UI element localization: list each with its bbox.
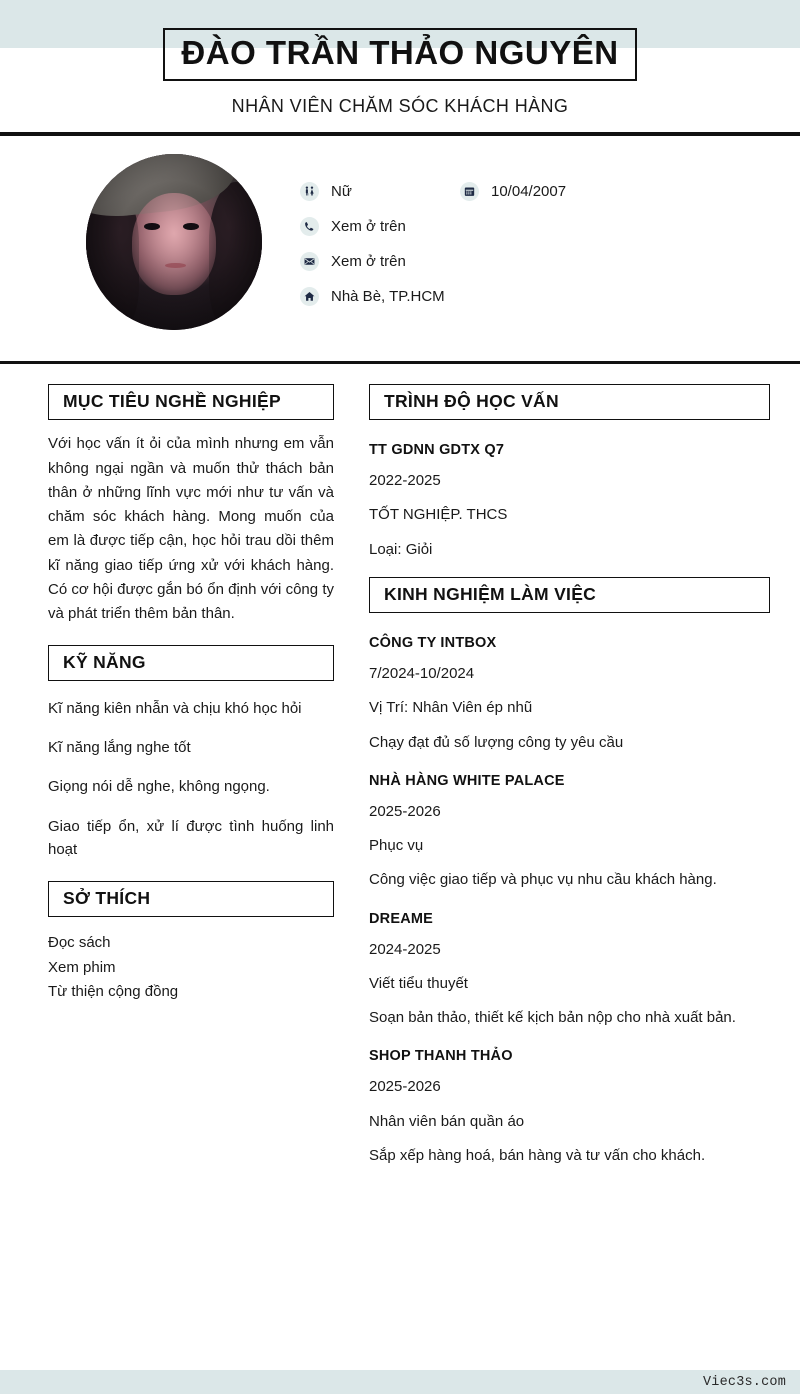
- identity-row: [0, 136, 800, 346]
- avatar: [86, 154, 262, 330]
- experience-entry: [369, 635, 770, 754]
- experience-role: Vị Trí: Nhân Viên ép nhũ: [369, 699, 533, 717]
- experience-period: 2025-2026: [369, 802, 441, 820]
- education-entry: [369, 442, 770, 561]
- objective-heading: MỤC TIÊU NGHỀ NGHIỆP: [63, 390, 281, 411]
- education-heading: TRÌNH ĐỘ HỌC VẤN: [384, 390, 559, 411]
- experience-entry: [369, 911, 770, 1030]
- contact-phone: [300, 217, 406, 236]
- phone-value: Xem ở trên: [331, 217, 406, 235]
- experience-entry: [369, 773, 770, 892]
- education-period: 2022-2025: [369, 472, 441, 490]
- experience-entry: [369, 1048, 770, 1167]
- skill-item: Kĩ năng lắng nghe tốt: [48, 739, 191, 757]
- skills-heading: KỸ NĂNG: [63, 651, 146, 672]
- section-header-objective: [48, 384, 334, 420]
- contact-gender: [300, 182, 460, 201]
- calendar-icon: [460, 182, 479, 201]
- experience-detail: Sắp xếp hàng hoá, bán hàng và tư vấn cho khách.: [369, 1146, 706, 1164]
- home-icon: [300, 287, 319, 306]
- birthdate-value: 10/04/2007: [491, 182, 567, 200]
- site-brand: Viec3s.com: [702, 1374, 786, 1390]
- experience-role: Viết tiểu thuyết: [369, 974, 468, 992]
- section-header-education: [369, 384, 770, 420]
- contact-row-4: [300, 279, 800, 314]
- section-header-experience: [369, 577, 770, 613]
- experience-role: Nhân viên bán quần áo: [369, 1112, 525, 1130]
- right-column: [360, 384, 800, 1394]
- experience-period: 2025-2026: [369, 1078, 441, 1096]
- experience-org: DREAME: [369, 910, 434, 927]
- experience-detail: Công việc giao tiếp và phục vụ nhu cầu khách hàng.: [369, 871, 717, 889]
- gender-icon: [300, 182, 319, 201]
- footer-band: [0, 1370, 800, 1394]
- experience-role: Phục vụ: [369, 837, 424, 855]
- contact-row-3: [300, 244, 800, 279]
- contact-birthdate: [460, 182, 566, 201]
- cv-body: [0, 364, 800, 1394]
- left-column: [0, 384, 360, 1394]
- experience-detail: Chạy đạt đủ số lượng công ty yêu cầu: [369, 733, 624, 751]
- photo-vignette: [86, 154, 262, 330]
- section-header-hobbies: [48, 881, 334, 917]
- experience-org: CÔNG TY INTBOX: [369, 635, 497, 652]
- spacer: [369, 561, 770, 577]
- education-detail: Loại: Giỏi: [369, 540, 433, 558]
- hobby-item: Đọc sách: [48, 934, 111, 952]
- experience-period: 7/2024-10/2024: [369, 665, 475, 683]
- candidate-name: ĐÀO TRẦN THẢO NGUYÊN: [181, 34, 619, 71]
- name-box: [163, 28, 636, 81]
- experience-org: NHÀ HÀNG WHITE PALACE: [369, 772, 565, 789]
- contact-email: [300, 252, 406, 271]
- contact-row-2: [300, 209, 800, 244]
- gender-value: Nữ: [331, 182, 352, 200]
- job-title: NHÂN VIÊN CHĂM SÓC KHÁCH HÀNG: [231, 95, 569, 116]
- education-role: TỐT NGHIỆP. THCS: [369, 506, 508, 524]
- cv-header: [0, 0, 800, 136]
- objective-text: Với học vấn ít ỏi của mình nhưng em vẫn không ngại ngần và muốn thử thách bản thân ở những lĩnh vực mới như tư vấn và chăm sóc khách hàng. Mong muốn của em là được tiếp cận, học hỏi trau dồi thêm kĩ năng giao tiếp ứng xử với khách hàng. Có cơ hội được gắn bó ổn định với công ty và phát triển thêm bản thân.: [48, 435, 334, 623]
- experience-detail: Soạn bản thảo, thiết kế kịch bản nộp cho nhà xuất bản.: [369, 1009, 736, 1027]
- profile-photo: [86, 154, 262, 330]
- skill-item: Giao tiếp ổn, xử lí được tình huống linh hoạt: [48, 817, 334, 858]
- email-icon: [300, 252, 319, 271]
- contact-address: [300, 287, 445, 306]
- header-divider: [0, 132, 800, 136]
- education-org: TT GDNN GDTX Q7: [369, 442, 505, 459]
- section-header-skills: [48, 645, 334, 681]
- experience-period: 2024-2025: [369, 940, 441, 958]
- skill-item: Giọng nói dễ nghe, không ngọng.: [48, 778, 270, 796]
- hobby-item: Xem phim: [48, 958, 116, 976]
- hobby-list: [48, 931, 334, 1004]
- contact-list: [300, 170, 800, 314]
- hobbies-heading: SỞ THÍCH: [63, 888, 151, 909]
- contact-row-1: [300, 174, 800, 209]
- experience-org: SHOP THANH THẢO: [369, 1048, 513, 1065]
- experience-heading: KINH NGHIỆM LÀM VIỆC: [384, 583, 597, 604]
- email-value: Xem ở trên: [331, 252, 406, 270]
- address-value: Nhà Bè, TP.HCM: [331, 287, 445, 305]
- phone-icon: [300, 217, 319, 236]
- skill-item: Kĩ năng kiên nhẫn và chịu khó học hỏi: [48, 699, 302, 717]
- hobby-item: Từ thiện cộng đồng: [48, 982, 179, 1000]
